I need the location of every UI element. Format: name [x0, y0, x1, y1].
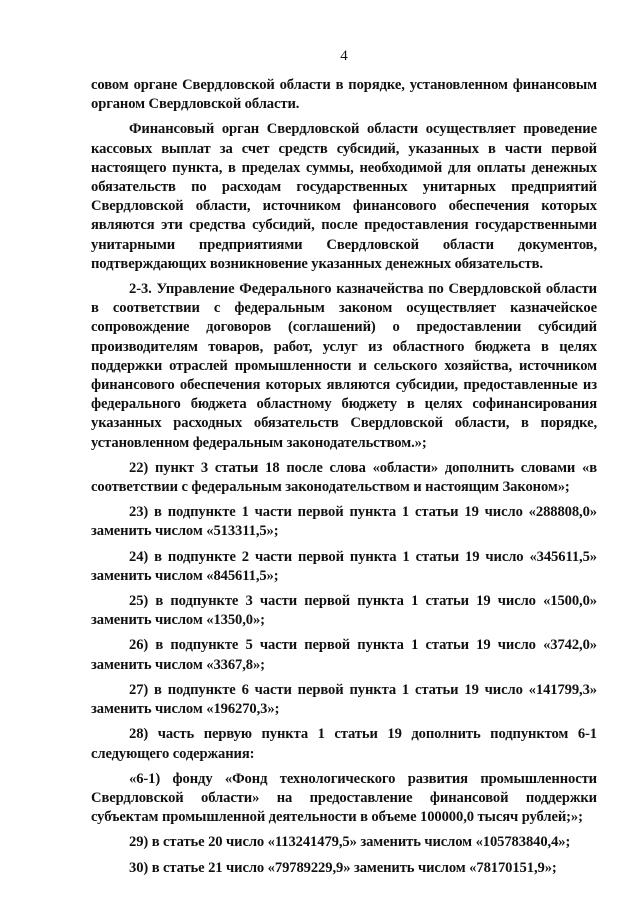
page-number: 4	[340, 48, 348, 64]
paragraph-item-6-1-quote: «6-1) фонду «Фонд технологического развития промышленности Свердловской области» на предоставление финансовой поддержки субъектам промышленной деятельности в объеме 100000,0 тысяч рублей;»;	[91, 770, 597, 826]
paragraph-item-27: 27) в подпункте 6 части первой пункта 1 статьи 19 число «141799,3» заменить числом «196270,3»;	[91, 681, 597, 718]
paragraph-item-25: 25) в подпункте 3 части первой пункта 1 статьи 19 число «1500,0» заменить числом «1350,0»;	[91, 593, 597, 629]
paragraph-item-28: 28) часть первую пункта 1 статьи 19 дополнить подпунктом 6-1 следующего содержания:	[91, 726, 597, 762]
paragraph-continuation: совом органе Свердловской области в порядке, установленном финансовым органом Свердловской области.	[91, 77, 597, 113]
paragraph-item-22: 22) пункт 3 статьи 18 после слова «области» дополнить словами «в соответствии с федеральным законодательством и настоящим Законом»;	[91, 459, 597, 496]
paragraph-item-23: 23) в подпункте 1 части первой пункта 1 статьи 19 число «288808,0» заменить числом «513311,5»;	[91, 504, 597, 540]
document-page	[91, 46, 597, 884]
paragraph-item-24: 24) в подпункте 2 части первой пункта 1 статьи 19 число «345611,5» заменить числом «845611,5»;	[91, 548, 597, 584]
paragraph-cash-payments: Финансовый орган Свердловской области осуществляет проведение кассовых выплат за счет средств субсидий, указанных в части первой настоящего пункта, в пределах суммы, необходимой для оплаты денежных обязательств по расходам государственных унитарных предприятий Свердловской области, источником финансового обеспечения которых являются эти средства субсидий, после предоставления государственными унитарными предприятиями Свердловской области документов, подтверждающих возникновение указанных денежных обязательств.	[91, 121, 597, 272]
paragraph-2-3-treasury: 2-3. Управление Федерального казначейства по Свердловской области в соответствии с федеральным законом осуществляет казначейское сопровождение договоров (соглашений) о предоставлении субсидий производителям товаров, работ, услуг из областного бюджета в целях поддержки отраслей промышленности и сельского хозяйства, источником финансового обеспечения которых являются субсидии, предоставленные из федерального бюджета областному бюджету в целях софинансирования указанных расходных обязательств Свердловской области, в порядке, установленном федеральным законодательством.»;	[91, 281, 597, 451]
paragraph-item-29: 29) в статье 20 число «113241479,5» заменить числом «105783840,4»;	[129, 834, 571, 851]
paragraph-item-30: 30) в статье 21 число «79789229,9» заменить числом «78170151,9»;	[129, 859, 557, 876]
paragraph-item-26: 26) в подпункте 5 части первой пункта 1 статьи 19 число «3742,0» заменить числом «3367,8»;	[91, 637, 597, 673]
